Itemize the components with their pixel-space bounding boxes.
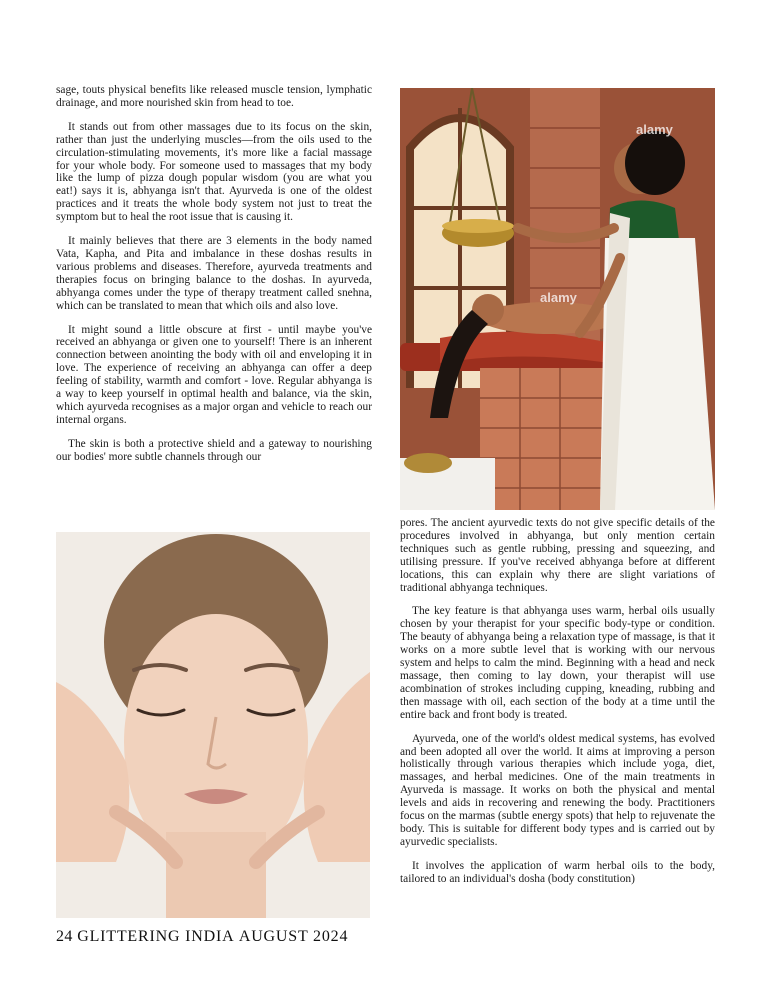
article-paragraph: It might sound a little obscure at first - until maybe you've received an abhyanga or given one to yourself! There is an inherent connection between anointing the body with oil and enveloping it in love. The experience of receiving an abhyanga can offer a deep feeling of stability, warmth and comfort - love. Regular abhyanga is a way to keep yourself in optimal health and balance, via the skin, which ayurveda recognises as a major organ and vehicle to reach our internal organs. — [56, 323, 372, 426]
page-number: 24 — [56, 928, 73, 945]
page-footer — [56, 928, 348, 946]
article-paragraph: It mainly believes that there are 3 elements in the body named Vata, Kapha, and Pita and imbalance in these doshas results in various problems and diseases. Therefore, ayurveda treatments and therapies focus on bringing balance to the doshas. In ayurveda, abhyanga comes under the type of therapy treatment called snehna, which can be translated to mean that which oils and also love. — [56, 235, 372, 312]
article-column-left — [56, 84, 372, 475]
article-paragraph: pores. The ancient ayurvedic texts do not give specific details of the procedures involved in abhyanga, but only mention certain techniques such as gentle rubbing, pressing and squeezing, and utilising pressure. If you've received abhyanga before at different locations, this can explain why there are slight variations of traditional abhyanga techniques. — [400, 517, 715, 594]
article-paragraph: The key feature is that abhyanga uses warm, herbal oils usually chosen by your therapist for your specific body-type or condition. The beauty of abhyanga being a relaxation type of massage, is that it works on a more subtle level that is working with our nervous system and helps to calm the mind. Beginning with a head and neck massage, then coming to lay down, your therapist will use acombination of strokes including cupping, kneading, rubbing and then massage with oil, each section of the body at a time until the entire back and front body is treated. — [400, 605, 715, 721]
issue-date: AUGUST 2024 — [238, 928, 349, 945]
article-paragraph: It stands out from other massages due to its focus on the skin, rather than just the underlying muscles—from the oils used to the circulation-stimulating movements, it's more like a facial massage for your whole body. For someone used to massages that my body like the lump of pizza dough popular wisdom (you are what you eat!) says it is, abhyanga isn't that. Ayurveda is one of the oldest practices and it treats the whole body system not just to treat the symptom but to heal the root issue that is causing it. — [56, 120, 372, 224]
article-paragraph: Ayurveda, one of the world's oldest medical systems, has evolved and been adopted all over the world. It aims at improving a person holistically through various therapies which include yoga, diet, massages, and herbal medicines. One of the main treatments in Ayurveda is massage. It works on both the physical and mental levels and aids in recovering and renewing the body. Practitioners focus on the marmas (subtle energy spots) that help to rejuvenate the body. This is suitable for different body types and is carried out by ayurvedic specialists. — [400, 732, 715, 848]
facial-massage-photo — [56, 532, 370, 918]
abhyanga-therapy-photo — [400, 88, 715, 510]
article-paragraph: sage, touts physical benefits like released muscle tension, lymphatic drainage, and more nourished skin from head to toe. — [56, 84, 372, 109]
article-paragraph: It involves the application of warm herbal oils to the body, tailored to an individual's dosha (body constitution) — [400, 859, 715, 885]
article-paragraph: The skin is both a protective shield and a gateway to nourishing our bodies' more subtle channels through our — [56, 437, 372, 463]
photo-watermark: alamy — [540, 290, 577, 305]
article-column-right — [400, 517, 715, 897]
photo-watermark: alamy — [636, 122, 673, 137]
magazine-name: GLITTERING INDIA — [77, 928, 235, 945]
facial-massage-illustration — [56, 532, 370, 918]
